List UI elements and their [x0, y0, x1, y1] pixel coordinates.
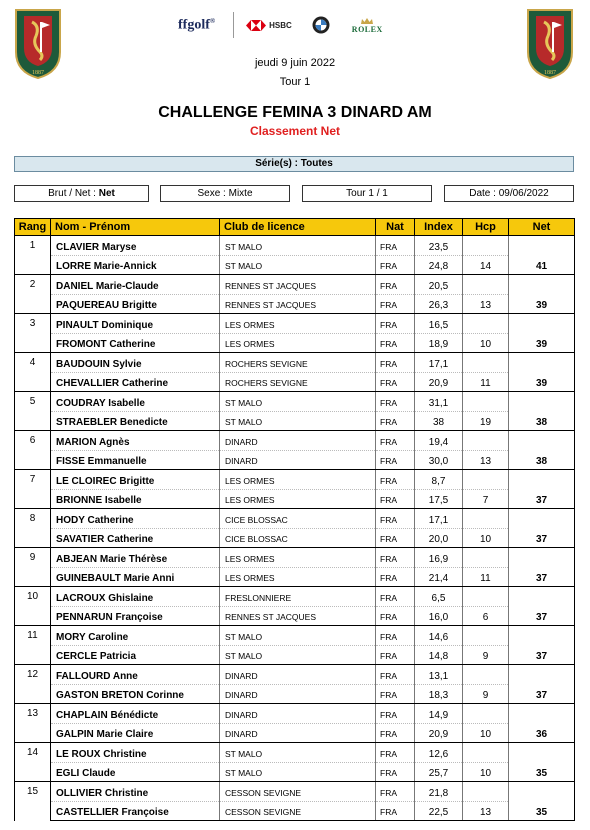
player-index: 16,9 [415, 548, 463, 568]
col-header-name: Nom - Prénom [51, 219, 220, 236]
team-net: 39 [509, 333, 575, 353]
team-net: 37 [509, 606, 575, 626]
player-index: 8,7 [415, 470, 463, 490]
table-row [15, 333, 575, 353]
player-club: ST MALO [220, 762, 376, 782]
player-club: LES ORMES [220, 567, 376, 587]
event-date: jeudi 9 juin 2022 [254, 57, 336, 69]
team-rank: 3 [15, 314, 51, 353]
team-rank: 5 [15, 392, 51, 431]
page-subtitle: Classement Net [249, 124, 341, 138]
player-index: 17,1 [415, 509, 463, 529]
table-row [15, 645, 575, 665]
team-hcp: 9 [463, 645, 509, 665]
team-net [509, 236, 575, 256]
player-name: GALPIN Marie Claire [51, 723, 220, 743]
team-hcp: 6 [463, 606, 509, 626]
player-index: 26,3 [415, 294, 463, 314]
player-nat: FRA [376, 470, 415, 490]
team-rank: 1 [15, 236, 51, 275]
results-body [15, 236, 575, 821]
sponsor-bar [178, 10, 418, 40]
player-club: ST MALO [220, 392, 376, 412]
player-index: 14,8 [415, 645, 463, 665]
team-net [509, 314, 575, 334]
team-hcp [463, 704, 509, 724]
player-club: DINARD [220, 684, 376, 704]
team-hcp: 11 [463, 567, 509, 587]
player-nat: FRA [376, 704, 415, 724]
team-net: 35 [509, 801, 575, 821]
team-hcp: 7 [463, 489, 509, 509]
team-net: 39 [509, 294, 575, 314]
team-hcp: 19 [463, 411, 509, 431]
team-net: 41 [509, 255, 575, 275]
team-net [509, 626, 575, 646]
results-table [14, 218, 575, 821]
player-club: CESSON SEVIGNE [220, 801, 376, 821]
player-nat: FRA [376, 353, 415, 373]
col-header-nat: Nat [376, 219, 415, 236]
player-name: GUINEBAULT Marie Anni [51, 567, 220, 587]
team-hcp [463, 782, 509, 802]
team-rank: 9 [15, 548, 51, 587]
table-row [15, 665, 575, 685]
team-hcp: 13 [463, 294, 509, 314]
team-rank: 7 [15, 470, 51, 509]
team-net: 37 [509, 528, 575, 548]
team-hcp [463, 626, 509, 646]
team-hcp [463, 665, 509, 685]
player-index: 31,1 [415, 392, 463, 412]
player-name: LE ROUX Christine [51, 743, 220, 763]
player-name: PENNARUN Françoise [51, 606, 220, 626]
player-name: LE CLOIREC Brigitte [51, 470, 220, 490]
player-club: LES ORMES [220, 470, 376, 490]
player-nat: FRA [376, 236, 415, 256]
player-club: CICE BLOSSAC [220, 528, 376, 548]
table-row [15, 275, 575, 295]
player-name: CLAVIER Maryse [51, 236, 220, 256]
hsbc-logo: HSBC [246, 20, 292, 31]
table-row [15, 684, 575, 704]
player-nat: FRA [376, 567, 415, 587]
player-club: FRESLONNIERE [220, 587, 376, 607]
svg-text:1887: 1887 [32, 70, 44, 76]
team-net [509, 353, 575, 373]
player-club: RENNES ST JACQUES [220, 294, 376, 314]
player-club: LES ORMES [220, 333, 376, 353]
player-club: ST MALO [220, 236, 376, 256]
player-index: 14,9 [415, 704, 463, 724]
table-row [15, 255, 575, 275]
player-name: SAVATIER Catherine [51, 528, 220, 548]
hsbc-hexagon-icon [246, 20, 266, 31]
table-row [15, 587, 575, 607]
team-hcp [463, 743, 509, 763]
player-nat: FRA [376, 489, 415, 509]
player-nat: FRA [376, 801, 415, 821]
team-net [509, 782, 575, 802]
ffgolf-logo: ffgolf® [178, 16, 216, 33]
svg-text:1887: 1887 [544, 70, 556, 76]
player-name: OLLIVIER Christine [51, 782, 220, 802]
player-club: LES ORMES [220, 314, 376, 334]
player-index: 13,1 [415, 665, 463, 685]
team-net: 37 [509, 567, 575, 587]
team-hcp [463, 353, 509, 373]
team-hcp [463, 509, 509, 529]
team-net [509, 587, 575, 607]
table-row [15, 801, 575, 821]
player-index: 24,8 [415, 255, 463, 275]
team-net: 37 [509, 684, 575, 704]
player-name: MARION Agnès [51, 431, 220, 451]
player-name: FISSE Emmanuelle [51, 450, 220, 470]
team-net [509, 470, 575, 490]
player-nat: FRA [376, 762, 415, 782]
team-net [509, 704, 575, 724]
player-nat: FRA [376, 411, 415, 431]
player-club: ROCHERS SEVIGNE [220, 353, 376, 373]
player-nat: FRA [376, 372, 415, 392]
table-row [15, 782, 575, 802]
player-name: DANIEL Marie-Claude [51, 275, 220, 295]
col-header-index: Index [415, 219, 463, 236]
filter-date: Date : 09/06/2022 [444, 185, 574, 202]
team-hcp [463, 314, 509, 334]
player-index: 20,5 [415, 275, 463, 295]
player-name: MORY Caroline [51, 626, 220, 646]
team-net: 37 [509, 645, 575, 665]
player-club: DINARD [220, 450, 376, 470]
player-index: 20,9 [415, 372, 463, 392]
player-name: PAQUEREAU Brigitte [51, 294, 220, 314]
table-row [15, 743, 575, 763]
player-name: FALLOURD Anne [51, 665, 220, 685]
team-net: 39 [509, 372, 575, 392]
player-index: 17,5 [415, 489, 463, 509]
team-net [509, 392, 575, 412]
player-name: LACROUX Ghislaine [51, 587, 220, 607]
table-row [15, 509, 575, 529]
page-title: CHALLENGE FEMINA 3 DINARD AM [158, 104, 432, 121]
player-club: LES ORMES [220, 489, 376, 509]
player-club: ST MALO [220, 411, 376, 431]
table-row [15, 626, 575, 646]
player-club: ST MALO [220, 645, 376, 665]
table-row [15, 372, 575, 392]
player-club: DINARD [220, 723, 376, 743]
player-nat: FRA [376, 684, 415, 704]
player-nat: FRA [376, 645, 415, 665]
player-index: 30,0 [415, 450, 463, 470]
player-nat: FRA [376, 294, 415, 314]
team-hcp [463, 431, 509, 451]
player-nat: FRA [376, 626, 415, 646]
player-nat: FRA [376, 450, 415, 470]
player-name: BAUDOUIN Sylvie [51, 353, 220, 373]
filter-sexe: Sexe : Mixte [160, 185, 290, 202]
player-index: 18,9 [415, 333, 463, 353]
player-nat: FRA [376, 255, 415, 275]
team-hcp [463, 275, 509, 295]
player-club: ST MALO [220, 255, 376, 275]
table-row [15, 470, 575, 490]
player-nat: FRA [376, 743, 415, 763]
team-rank: 15 [15, 782, 51, 821]
player-index: 12,6 [415, 743, 463, 763]
col-header-hcp: Hcp [463, 219, 509, 236]
table-row [15, 548, 575, 568]
player-index: 6,5 [415, 587, 463, 607]
crown-icon [360, 17, 374, 25]
player-index: 16,5 [415, 314, 463, 334]
player-index: 19,4 [415, 431, 463, 451]
team-rank: 10 [15, 587, 51, 626]
team-net: 38 [509, 450, 575, 470]
table-row [15, 314, 575, 334]
team-hcp: 13 [463, 450, 509, 470]
team-net: 37 [509, 489, 575, 509]
player-nat: FRA [376, 665, 415, 685]
player-nat: FRA [376, 606, 415, 626]
team-hcp: 13 [463, 801, 509, 821]
player-index: 20,0 [415, 528, 463, 548]
team-net [509, 509, 575, 529]
team-hcp [463, 392, 509, 412]
player-index: 17,1 [415, 353, 463, 373]
player-club: CICE BLOSSAC [220, 509, 376, 529]
player-name: GASTON BRETON Corinne [51, 684, 220, 704]
team-hcp: 10 [463, 333, 509, 353]
col-header-club: Club de licence [220, 219, 376, 236]
player-nat: FRA [376, 587, 415, 607]
club-crest-logo-right [526, 8, 574, 80]
team-rank: 2 [15, 275, 51, 314]
team-net: 35 [509, 762, 575, 782]
player-club: RENNES ST JACQUES [220, 606, 376, 626]
team-net [509, 275, 575, 295]
filter-brut-net: Brut / Net : Net [14, 185, 149, 202]
player-index: 20,9 [415, 723, 463, 743]
player-name: HODY Catherine [51, 509, 220, 529]
player-name: FROMONT Catherine [51, 333, 220, 353]
player-club: ST MALO [220, 626, 376, 646]
player-name: PINAULT Dominique [51, 314, 220, 334]
team-net [509, 548, 575, 568]
team-hcp: 14 [463, 255, 509, 275]
player-name: BRIONNE Isabelle [51, 489, 220, 509]
team-hcp [463, 236, 509, 256]
player-nat: FRA [376, 314, 415, 334]
player-club: DINARD [220, 431, 376, 451]
table-row [15, 411, 575, 431]
table-row [15, 489, 575, 509]
team-rank: 12 [15, 665, 51, 704]
team-hcp: 9 [463, 684, 509, 704]
player-name: ABJEAN Marie Thérèse [51, 548, 220, 568]
series-banner: Série(s) : Toutes [14, 156, 574, 172]
player-club: ROCHERS SEVIGNE [220, 372, 376, 392]
player-index: 21,4 [415, 567, 463, 587]
team-net [509, 743, 575, 763]
player-club: LES ORMES [220, 548, 376, 568]
team-hcp: 10 [463, 762, 509, 782]
team-hcp [463, 470, 509, 490]
player-club: CESSON SEVIGNE [220, 782, 376, 802]
team-net [509, 431, 575, 451]
player-index: 14,6 [415, 626, 463, 646]
sponsor-divider [233, 12, 234, 38]
table-row [15, 236, 575, 256]
table-row [15, 294, 575, 314]
bmw-logo-icon [312, 16, 330, 34]
table-row [15, 528, 575, 548]
team-net: 36 [509, 723, 575, 743]
player-index: 16,0 [415, 606, 463, 626]
table-row [15, 762, 575, 782]
player-name: LORRE Marie-Annick [51, 255, 220, 275]
player-name: CHEVALLIER Catherine [51, 372, 220, 392]
player-nat: FRA [376, 392, 415, 412]
team-hcp [463, 548, 509, 568]
player-index: 18,3 [415, 684, 463, 704]
team-hcp [463, 587, 509, 607]
team-net: 38 [509, 411, 575, 431]
rolex-logo: ROLEX [352, 17, 383, 34]
event-round: Tour 1 [279, 76, 311, 88]
player-nat: FRA [376, 723, 415, 743]
col-header-net: Net [509, 219, 575, 236]
player-club: RENNES ST JACQUES [220, 275, 376, 295]
team-rank: 11 [15, 626, 51, 665]
player-name: CASTELLIER Françoise [51, 801, 220, 821]
team-rank: 13 [15, 704, 51, 743]
team-net [509, 665, 575, 685]
filter-tour: Tour 1 / 1 [302, 185, 432, 202]
player-nat: FRA [376, 548, 415, 568]
team-hcp: 10 [463, 723, 509, 743]
table-row [15, 704, 575, 724]
table-row [15, 353, 575, 373]
player-club: DINARD [220, 704, 376, 724]
player-nat: FRA [376, 528, 415, 548]
player-club: ST MALO [220, 743, 376, 763]
team-rank: 6 [15, 431, 51, 470]
team-rank: 14 [15, 743, 51, 782]
club-crest-logo-left [14, 8, 62, 80]
player-index: 22,5 [415, 801, 463, 821]
player-name: CERCLE Patricia [51, 645, 220, 665]
table-row [15, 392, 575, 412]
table-row [15, 567, 575, 587]
player-name: COUDRAY Isabelle [51, 392, 220, 412]
player-nat: FRA [376, 782, 415, 802]
player-nat: FRA [376, 509, 415, 529]
team-hcp: 11 [463, 372, 509, 392]
table-row [15, 723, 575, 743]
table-row [15, 431, 575, 451]
table-header-row [15, 219, 575, 236]
player-name: CHAPLAIN Bénédicte [51, 704, 220, 724]
player-club: DINARD [220, 665, 376, 685]
player-index: 25,7 [415, 762, 463, 782]
player-index: 21,8 [415, 782, 463, 802]
team-rank: 8 [15, 509, 51, 548]
player-index: 23,5 [415, 236, 463, 256]
table-row [15, 450, 575, 470]
player-name: STRAEBLER Benedicte [51, 411, 220, 431]
player-name: EGLI Claude [51, 762, 220, 782]
player-index: 38 [415, 411, 463, 431]
table-row [15, 606, 575, 626]
team-rank: 4 [15, 353, 51, 392]
col-header-rank: Rang [15, 219, 51, 236]
player-nat: FRA [376, 275, 415, 295]
player-nat: FRA [376, 333, 415, 353]
player-nat: FRA [376, 431, 415, 451]
team-hcp: 10 [463, 528, 509, 548]
